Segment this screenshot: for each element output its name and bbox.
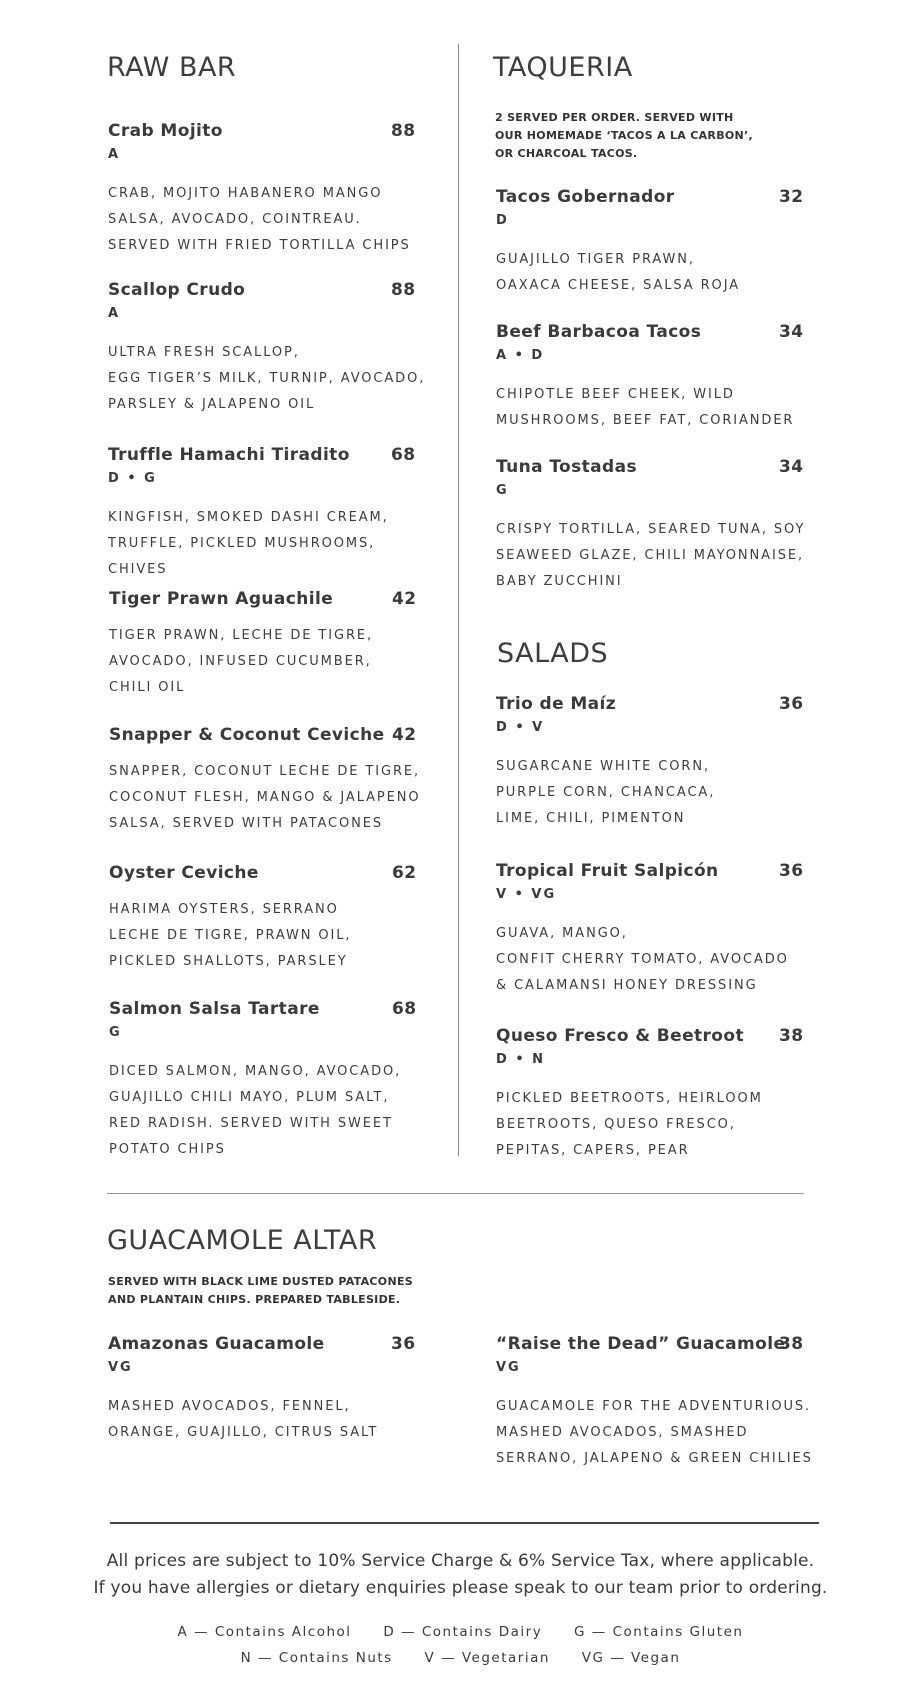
footer-divider [110,1522,819,1524]
menu-item-tuna-tostadas [496,457,816,595]
menu-item-oyster-ceviche [109,863,429,975]
menu-item-tiger-prawn-aguachile [109,589,429,701]
menu-item-amazonas-guacamole [108,1334,428,1446]
item-description: DICED SALMON, MANGO, AVOCADO, GUAJILLO CHILI MAYO, PLUM SALT, RED RADISH. SERVED WITH SWEET POTATO CHIPS [109,1064,402,1157]
item-description: KINGFISH, SMOKED DASHI CREAM, TRUFFLE, PICKLED MUSHROOMS, CHIVES [108,510,389,577]
item-name: Beef Barbacoa Tacos [496,322,702,342]
taqueria-title: TAQUERIA [493,52,633,83]
item-tags: VG [496,1360,521,1375]
item-price: 38 [779,1026,804,1046]
item-name: Snapper & Coconut Ceviche [109,725,385,745]
legend-nuts: N — Contains Nuts [240,1650,393,1666]
menu-item-crab-mojito [108,121,428,259]
item-name: Tacos Gobernador [496,187,675,207]
item-description: HARIMA OYSTERS, SERRANO LECHE DE TIGRE, PRAWN OIL, PICKLED SHALLOTS, PARSLEY [109,902,352,969]
item-tags: D • V [496,720,545,735]
item-description: GUAVA, MANGO, CONFIT CHERRY TOMATO, AVOCADO & CALAMANSI HONEY DRESSING [496,926,789,993]
menu-item-snapper-coconut-ceviche [109,725,429,837]
item-name: Tuna Tostadas [496,457,638,477]
item-price: 42 [392,725,417,745]
item-description: GUAJILLO TIGER PRAWN, OAXACA CHEESE, SALSA ROJA [496,252,740,293]
item-price: 36 [779,694,804,714]
guacamole-title: GUACAMOLE ALTAR [107,1225,378,1256]
section-divider [107,1193,804,1194]
footer-note [0,1548,921,1602]
taqueria-note: 2 SERVED PER ORDER. SERVED WITH OUR HOMEMADE ‘TACOS A LA CARBON’, OR CHARCOAL TACOS. [495,111,754,160]
menu-item-tropical-fruit-salpicon [496,861,816,999]
item-name: Tropical Fruit Salpicón [496,861,719,881]
item-price: 42 [392,589,417,609]
dietary-legend [0,1619,921,1671]
menu-item-salmon-salsa-tartare [109,999,429,1163]
legend-gluten: G — Contains Gluten [574,1624,744,1640]
item-name: Salmon Salsa Tartare [109,999,320,1019]
item-price: 62 [392,863,417,883]
item-description: CHIPOTLE BEEF CHEEK, WILD MUSHROOMS, BEEF FAT, CORIANDER [496,387,795,428]
item-price: 38 [779,1334,804,1354]
item-description: MASHED AVOCADOS, FENNEL, ORANGE, GUAJILLO, CITRUS SALT [108,1399,379,1440]
item-name: Queso Fresco & Beetroot [496,1026,744,1046]
item-tags: D • G [108,471,157,486]
item-description: GUACAMOLE FOR THE ADVENTURIOUS. MASHED AVOCADOS, SMASHED SERRANO, JALAPENO & GREEN CHILIES [496,1399,813,1466]
item-name: Oyster Ceviche [109,863,259,883]
item-price: 36 [779,861,804,881]
item-tags: A • D [496,348,545,363]
item-price: 68 [392,999,417,1019]
item-name: Amazonas Guacamole [108,1334,325,1354]
item-price: 88 [391,280,416,300]
menu-item-trio-de-maiz [496,694,816,832]
salads-title: SALADS [497,638,609,669]
item-tags: D [496,213,509,228]
item-name: Trio de Maíz [496,694,617,714]
item-price: 34 [779,457,804,477]
item-description: ULTRA FRESH SCALLOP, EGG TIGER’S MILK, TURNIP, AVOCADO, PARSLEY & JALAPENO OIL [108,345,426,412]
item-tags: VG [108,1360,133,1375]
item-name: Scallop Crudo [108,280,246,300]
legend-vegan: VG — Vegan [581,1650,681,1666]
item-price: 34 [779,322,804,342]
menu-item-beef-barbacoa-tacos [496,322,816,434]
allergy-note: If you have allergies or dietary enquiries please speak to our team prior to ordering. [93,1578,828,1598]
item-description: TIGER PRAWN, LECHE DE TIGRE, AVOCADO, INFUSED CUCUMBER, CHILI OIL [109,628,374,695]
legend-dairy: D — Contains Dairy [383,1624,543,1640]
item-description: CRAB, MOJITO HABANERO MANGO SALSA, AVOCADO, COINTREAU. SERVED WITH FRIED TORTILLA CHIPS [108,186,411,253]
menu-item-raise-the-dead-guacamole [496,1334,816,1472]
item-description: SNAPPER, COCONUT LECHE DE TIGRE, COCONUT FLESH, MANGO & JALAPENO SALSA, SERVED WITH PATACONES [109,764,421,831]
item-name: Crab Mojito [108,121,223,141]
item-description: PICKLED BEETROOTS, HEIRLOOM BEETROOTS, QUESO FRESCO, PEPITAS, CAPERS, PEAR [496,1091,763,1158]
item-tags: D • N [496,1052,546,1067]
item-name: Tiger Prawn Aguachile [109,589,334,609]
item-tags: G [109,1025,122,1040]
menu-item-tacos-gobernador [496,187,816,299]
item-price: 88 [391,121,416,141]
item-tags: A [108,147,121,162]
item-price: 36 [391,1334,416,1354]
service-charge-note: All prices are subject to 10% Service Charge & 6% Service Tax, where applicable. [106,1551,815,1571]
item-tags: V • VG [496,887,557,902]
item-name: Truffle Hamachi Tiradito [108,445,350,465]
item-tags: G [496,483,509,498]
menu-item-queso-fresco-beetroot [496,1026,816,1164]
legend-alcohol: A — Contains Alcohol [177,1624,352,1640]
legend-vegetarian: V — Vegetarian [424,1650,550,1666]
menu-item-truffle-hamachi-tiradito [108,445,428,583]
raw-bar-title: RAW BAR [107,52,237,83]
guacamole-note: SERVED WITH BLACK LIME DUSTED PATACONES AND PLANTAIN CHIPS. PREPARED TABLESIDE. [108,1275,413,1306]
menu-item-scallop-crudo [108,280,428,418]
item-tags: A [108,306,121,321]
item-price: 32 [779,187,804,207]
item-description: SUGARCANE WHITE CORN, PURPLE CORN, CHANCACA, LIME, CHILI, PIMENTON [496,759,716,826]
column-divider [458,44,459,1156]
item-name: “Raise the Dead” Guacamole [496,1334,786,1354]
item-description: CRISPY TORTILLA, SEARED TUNA, SOY SEAWEED GLAZE, CHILI MAYONNAISE, BABY ZUCCHINI [496,522,806,589]
item-price: 68 [391,445,416,465]
